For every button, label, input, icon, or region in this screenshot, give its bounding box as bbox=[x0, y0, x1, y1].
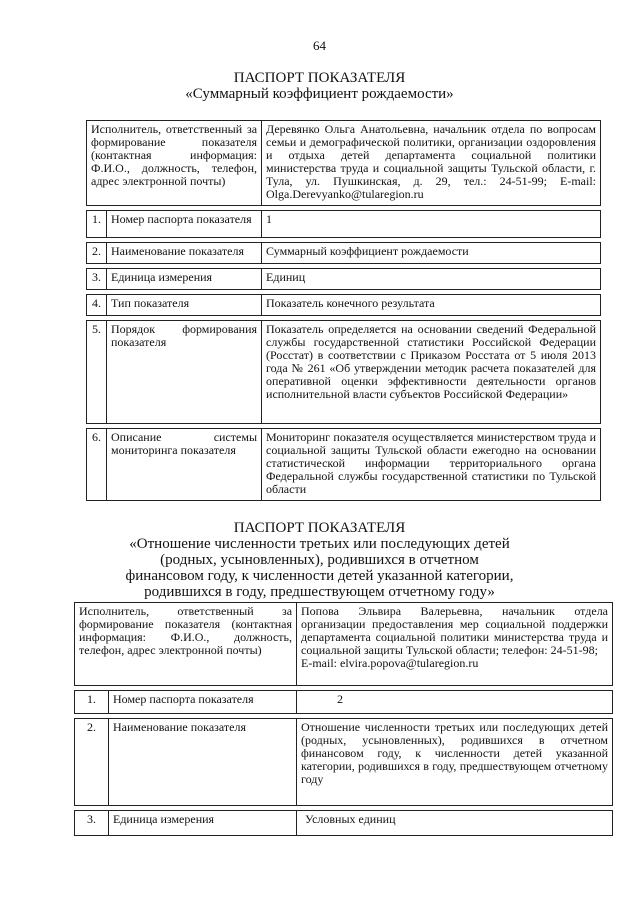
row-label: Единица измерения bbox=[109, 811, 297, 836]
row-value: Условных единиц bbox=[297, 811, 613, 836]
row-value: 2 bbox=[297, 691, 613, 714]
row-value: Показатель определяется на основании сведений Федеральной службы государственной статистики Российской Федерации (Росстат) в соответствии с Приказом Росстата от 5 июля 2013 года № 261 «Об утверждении методик расчета показателей для оперативной оценки эффективности деятельности органов исполнительной власти субъектов Российской Федерации» bbox=[262, 321, 601, 424]
row-label: Единица измерения bbox=[107, 269, 262, 290]
row-label: Наименование показателя bbox=[107, 243, 262, 264]
passport1-subtitle: «Суммарный коэффициент рождаемости» bbox=[185, 86, 454, 102]
passport2-subtitle-line-4: родившихся в году, предшествующем отчетному году» bbox=[144, 584, 495, 600]
row-number: 3. bbox=[75, 811, 109, 836]
page-number: 64 bbox=[313, 38, 326, 53]
passport2-executor-cell bbox=[297, 603, 613, 686]
passport2-executor-email: E-mail: elvira.popova@tularegion.ru bbox=[301, 656, 479, 670]
table-row bbox=[87, 429, 601, 501]
passport1-executor-label: Исполнитель, ответственный за формирование показателя (контактная информация: Ф.И.О., должность, телефон, адрес электронной почты) bbox=[87, 121, 262, 206]
table-row bbox=[75, 719, 613, 806]
passport2-subtitle-line-1: «Отношение численности третьих или последующих детей bbox=[129, 536, 510, 552]
table-row bbox=[87, 243, 601, 264]
passport2-executor-row bbox=[75, 603, 613, 686]
table-row bbox=[75, 811, 613, 836]
row-label: Порядок формирования показателя bbox=[107, 321, 262, 424]
row-number: 1. bbox=[75, 691, 109, 714]
passport2-heading: ПАСПОРТ ПОКАЗАТЕЛЯ bbox=[233, 520, 406, 536]
table-row bbox=[87, 321, 601, 424]
row-number: 3. bbox=[87, 269, 107, 290]
table-row bbox=[87, 211, 601, 238]
row-number: 4. bbox=[87, 295, 107, 316]
table-row bbox=[87, 269, 601, 290]
row-number: 2. bbox=[87, 243, 107, 264]
row-label: Номер паспорта показателя bbox=[109, 691, 297, 714]
passport1-heading: ПАСПОРТ ПОКАЗАТЕЛЯ bbox=[233, 70, 406, 86]
row-label: Тип показателя bbox=[107, 295, 262, 316]
row-label: Номер паспорта показателя bbox=[107, 211, 262, 238]
row-value: Отношение численности третьих или последующих детей (родных, усыновленных), родившихся в отчетном финансовом году, к численности детей указанной категории, родившихся в году, предшествующем отчетному году bbox=[297, 719, 613, 806]
row-value: Мониторинг показателя осуществляется министерством труда и социальной защиты Тульской области ежегодно на основании статистической информации территориального органа Федеральной службы государственной статистики по Тульской области bbox=[262, 429, 601, 501]
row-value: 1 bbox=[262, 211, 601, 238]
row-value: Единиц bbox=[262, 269, 601, 290]
row-value: Показатель конечного результата bbox=[262, 295, 601, 316]
table-row bbox=[87, 295, 601, 316]
table-row bbox=[75, 691, 613, 714]
row-number: 6. bbox=[87, 429, 107, 501]
passport1-executor-row bbox=[87, 121, 601, 206]
passport2-executor-value: Попова Эльвира Валерьевна, начальник отдела организации предоставления мер социальной поддержки департамента социальной политики министерства труда и социальной защиты Тульской области; телефон: 24-51-98; bbox=[301, 604, 609, 657]
passport1-table bbox=[86, 120, 601, 501]
row-label: Наименование показателя bbox=[109, 719, 297, 806]
passport1-executor-value: Деревянко Ольга Анатольевна, начальник отдела по вопросам семьи и демографической политики, организации оздоровления и отдыха детей департамента социальной политики министерства труда и социальной защиты Тульской области, г. Тула, ул. Пушкинская, д. 29, тел.: 24-51-99; E-mail: Olga.Derevyanko@tularegion.ru bbox=[262, 121, 601, 206]
passport2-subtitle-line-2: (родных, усыновленных), родившихся в отчетном bbox=[160, 552, 479, 568]
passport2-subtitle-line-3: финансовом году, к численности детей указанной категории, bbox=[125, 568, 514, 584]
passport2-table bbox=[74, 602, 613, 836]
row-number: 1. bbox=[87, 211, 107, 238]
passport2-executor-label: Исполнитель, ответственный за формирование показателя (контактная информация: Ф.И.О., должность, телефон, адрес электронной почты) bbox=[75, 603, 297, 686]
row-number: 2. bbox=[75, 719, 109, 806]
row-number: 5. bbox=[87, 321, 107, 424]
row-label: Описание системы мониторинга показателя bbox=[107, 429, 262, 501]
row-value: Суммарный коэффициент рождаемости bbox=[262, 243, 601, 264]
